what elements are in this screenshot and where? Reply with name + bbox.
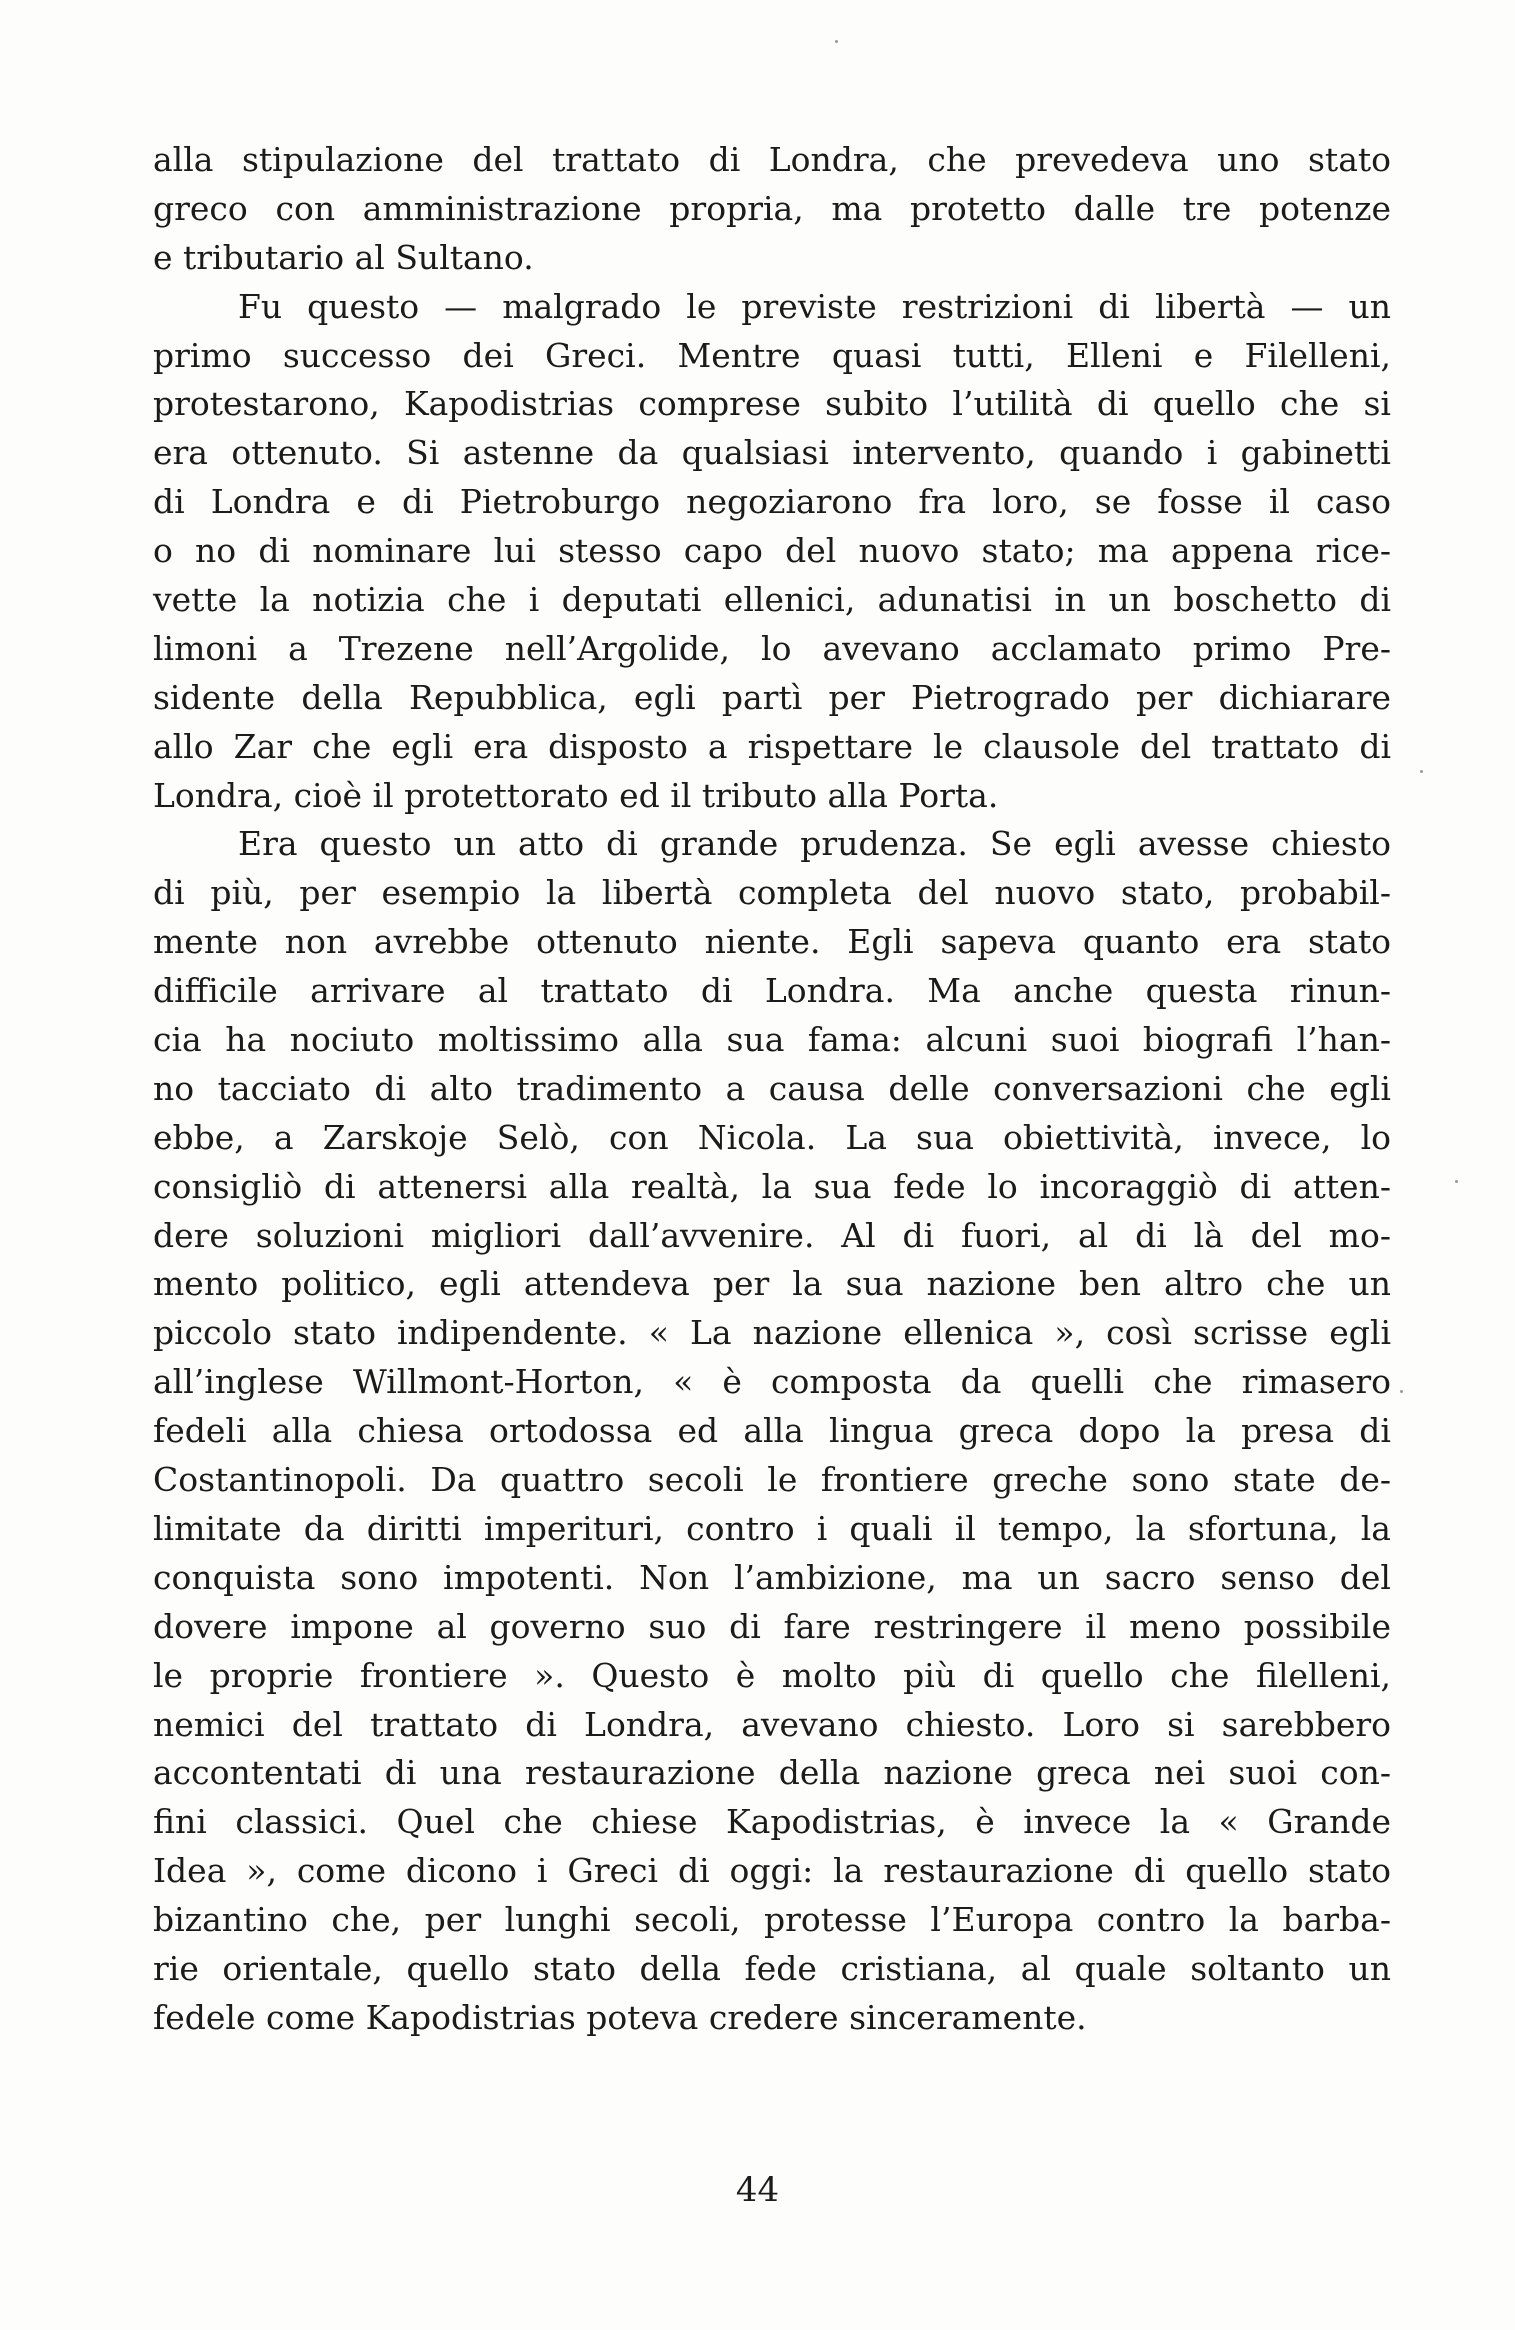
text-line: Costantinopoli. Da quattro secoli le frontiere greche sono state de-: [153, 1460, 1391, 1500]
text-line: e tributario al Sultano.: [153, 237, 534, 277]
text-line: ebbe, a Zarskoje Selò, con Nicola. La sua obiettività, invece, lo: [153, 1117, 1391, 1157]
text-line: le proprie frontiere ». Questo è molto più di quello che filelleni,: [153, 1655, 1391, 1695]
text-line: dere soluzioni migliori dall’avvenire. Al di fuori, al di là del mo-: [153, 1215, 1391, 1255]
text-line: limitate da diritti imperituri, contro i quali il tempo, la sfortuna, la: [153, 1508, 1391, 1548]
text-line: bizantino che, per lunghi secoli, protesse l’Europa contro la barba-: [153, 1900, 1391, 1940]
text-line: di Londra e di Pietroburgo negoziarono fra loro, se fosse il caso: [153, 482, 1391, 522]
text-line: Era questo un atto di grande prudenza. Se egli avesse chiesto: [238, 824, 1391, 864]
text-line: o no di nominare lui stesso capo del nuovo stato; ma appena rice-: [153, 531, 1391, 571]
text-line: rie orientale, quello stato della fede cristiana, al quale soltanto un: [153, 1948, 1391, 1988]
text-line: fedele come Kapodistrias poteva credere sinceramente.: [153, 1997, 1087, 2037]
text-line: era ottenuto. Si astenne da qualsiasi intervento, quando i gabinetti: [153, 433, 1391, 473]
page-number: 44: [735, 2170, 780, 2210]
text-line: limoni a Trezene nell’Argolide, lo avevano acclamato primo Pre-: [153, 628, 1391, 668]
scan-speck: [835, 40, 838, 43]
text-line: piccolo stato indipendente. « La nazione ellenica », così scrisse egli: [153, 1313, 1391, 1353]
text-line: vette la notizia che i deputati ellenici, adunatisi in un boschetto di: [153, 580, 1391, 620]
text-line: accontentati di una restaurazione della nazione greca nei suoi con-: [153, 1753, 1391, 1793]
text-line: mente non avrebbe ottenuto niente. Egli sapeva quanto era stato: [153, 922, 1391, 962]
text-line: dovere impone al governo suo di fare restringere il meno possibile: [153, 1606, 1391, 1646]
text-line: allo Zar che egli era disposto a rispettare le clausole del trattato di: [153, 726, 1391, 766]
text-line: difficile arrivare al trattato di Londra. Ma anche questa rinun-: [153, 971, 1391, 1011]
body-text: [153, 136, 1391, 2043]
scan-speck: [1420, 770, 1423, 773]
text-line: protestarono, Kapodistrias comprese subito l’utilità di quello che si: [153, 384, 1391, 424]
text-line: mento politico, egli attendeva per la sua nazione ben altro che un: [153, 1264, 1391, 1304]
text-line: all’inglese Willmont-Horton, « è composta da quelli che rimasero: [153, 1362, 1391, 1402]
text-line: Londra, cioè il protettorato ed il tributo alla Porta.: [153, 775, 999, 815]
scan-speck: [1400, 1390, 1403, 1393]
text-line: sidente della Repubblica, egli partì per Pietrogrado per dichiarare: [153, 677, 1391, 717]
text-line: Idea », come dicono i Greci di oggi: la restaurazione di quello stato: [153, 1851, 1391, 1891]
text-line: consigliò di attenersi alla realtà, la sua fede lo incoraggiò di atten-: [153, 1166, 1391, 1206]
text-line: di più, per esempio la libertà completa del nuovo stato, probabil-: [153, 873, 1391, 913]
text-line: fini classici. Quel che chiese Kapodistrias, è invece la « Grande: [153, 1802, 1391, 1842]
text-line: primo successo dei Greci. Mentre quasi tutti, Elleni e Filelleni,: [153, 335, 1391, 375]
text-line: Fu questo — malgrado le previste restrizioni di libertà — un: [238, 286, 1391, 326]
text-line: greco con amministrazione propria, ma protetto dalle tre potenze: [153, 188, 1391, 228]
text-line: conquista sono impotenti. Non l’ambizione, ma un sacro senso del: [153, 1557, 1391, 1597]
text-line: nemici del trattato di Londra, avevano chiesto. Loro si sarebbero: [153, 1704, 1391, 1744]
text-line: alla stipulazione del trattato di Londra, che prevedeva uno stato: [153, 140, 1391, 179]
text-line: no tacciato di alto tradimento a causa delle conversazioni che egli: [153, 1068, 1391, 1108]
scan-speck: [1455, 1180, 1458, 1183]
text-line: cia ha nociuto moltissimo alla sua fama: alcuni suoi biografi l’han-: [153, 1020, 1391, 1060]
text-line: fedeli alla chiesa ortodossa ed alla lingua greca dopo la presa di: [153, 1411, 1391, 1451]
